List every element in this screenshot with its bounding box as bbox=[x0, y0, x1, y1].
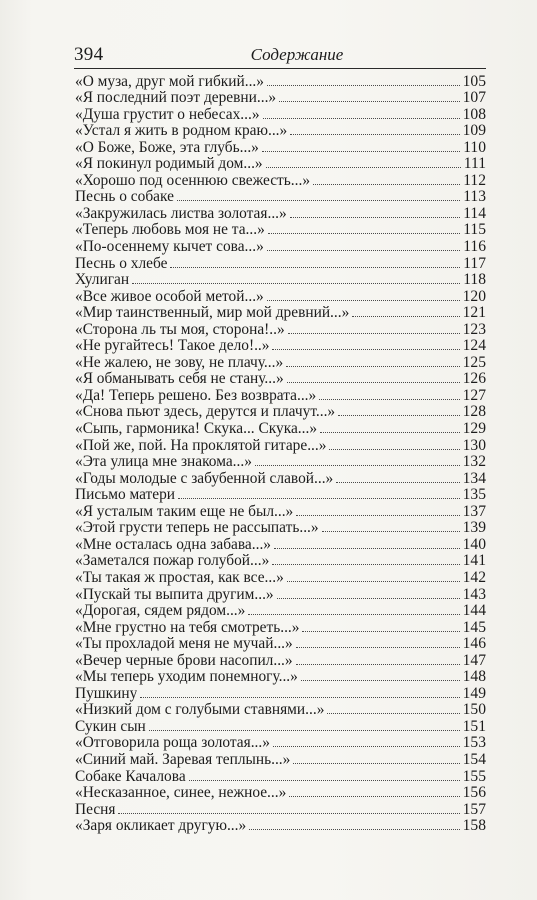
toc-entry bbox=[75, 139, 486, 156]
toc-entry-page: 126 bbox=[462, 370, 486, 388]
toc-entry-title: «Отговорила роща золотая...» bbox=[75, 735, 270, 752]
toc-entry-title: «Пускай ты выпита другим...» bbox=[75, 586, 274, 603]
toc-entry-page: 130 bbox=[462, 436, 486, 454]
toc-entry-title: Пушкину bbox=[75, 685, 138, 702]
toc-entry bbox=[75, 503, 486, 520]
toc-entry bbox=[75, 205, 486, 222]
toc-entry-title: «Этой грусти теперь не рассыпать...» bbox=[75, 520, 319, 537]
toc-entry bbox=[75, 172, 486, 189]
toc-entry-title: «Вечер черные брови насопил...» bbox=[75, 652, 293, 669]
toc-entry bbox=[75, 702, 486, 719]
dot-leader bbox=[296, 664, 460, 665]
toc-entry bbox=[75, 487, 486, 504]
toc-entry-title: Песнь о хлебе bbox=[75, 255, 168, 272]
toc-entry-title: «Пой же, пой. На проклятой гитаре...» bbox=[75, 437, 327, 454]
dot-leader bbox=[132, 283, 460, 284]
toc-entry-title: «Душа грустит о небесах...» bbox=[75, 106, 260, 123]
toc-entry-title: «Не ругайтесь! Такое дело!..» bbox=[75, 338, 270, 355]
dot-leader bbox=[267, 85, 460, 86]
dot-leader bbox=[329, 449, 459, 450]
toc-entry-page: 148 bbox=[462, 668, 486, 686]
toc-entry-title: «Закружилась листва золотая...» bbox=[75, 205, 287, 222]
toc-entry-page: 127 bbox=[462, 386, 486, 404]
toc-entry bbox=[75, 156, 486, 173]
toc-entry-page: 147 bbox=[462, 651, 486, 669]
toc-entry bbox=[75, 288, 486, 305]
dot-leader bbox=[352, 316, 459, 317]
toc-entry bbox=[75, 437, 486, 454]
toc-entry-page: 128 bbox=[462, 403, 486, 421]
toc-entry-title: «Я покинул родимый дом...» bbox=[75, 156, 263, 173]
toc-entry bbox=[75, 189, 486, 206]
dot-leader bbox=[140, 697, 459, 698]
running-title: Содержание bbox=[250, 45, 344, 64]
dot-leader bbox=[320, 432, 460, 433]
toc-entry-page: 111 bbox=[463, 155, 486, 173]
toc-entry-page: 157 bbox=[462, 800, 486, 818]
toc-entry bbox=[75, 305, 486, 322]
toc-entry-page: 142 bbox=[462, 568, 486, 586]
toc-entry bbox=[75, 338, 486, 355]
dot-leader bbox=[274, 548, 460, 549]
toc-entry-title: «Хорошо под осеннюю свежесть...» bbox=[75, 172, 311, 189]
toc-entry bbox=[75, 636, 486, 653]
toc-entry-page: 154 bbox=[462, 750, 486, 768]
dot-leader bbox=[262, 151, 460, 152]
toc-entry-title: «Мне осталась одна забава...» bbox=[75, 536, 271, 553]
toc-entry bbox=[75, 404, 486, 421]
toc-entry-page: 115 bbox=[463, 221, 486, 239]
dot-leader bbox=[327, 713, 459, 714]
toc-entry-title: «Я последний поэт деревни...» bbox=[75, 90, 277, 107]
toc-entry-title: «Сыпь, гармоника! Скука... Скука...» bbox=[75, 421, 318, 438]
toc-entry-title: «По-осеннему кычет сова...» bbox=[75, 239, 264, 256]
toc-entry-page: 117 bbox=[463, 254, 486, 272]
dot-leader bbox=[296, 647, 460, 648]
dot-leader bbox=[267, 250, 460, 251]
toc-entry-title: Собаке Качалова bbox=[75, 768, 186, 785]
toc-entry-page: 144 bbox=[462, 602, 486, 620]
toc-entry-title: «Эта улица мне знакома...» bbox=[75, 454, 252, 471]
toc-entry-title: «Сторона ль ты моя, сторона!..» bbox=[75, 321, 285, 338]
toc-entry-page: 158 bbox=[462, 817, 486, 835]
toc-entry bbox=[75, 321, 486, 338]
toc-entry bbox=[75, 371, 486, 388]
toc-entry-page: 120 bbox=[462, 287, 486, 305]
toc-entry-page: 112 bbox=[463, 171, 486, 189]
toc-entry bbox=[75, 90, 486, 107]
toc-entry bbox=[75, 470, 486, 487]
toc-entry-title: «Синий май. Заревая теплынь...» bbox=[75, 751, 291, 768]
toc-entry-page: 121 bbox=[462, 304, 486, 322]
dot-leader bbox=[149, 730, 460, 731]
dot-leader bbox=[301, 680, 460, 681]
toc-entry-page: 156 bbox=[462, 784, 486, 802]
toc-entry-title: «Снова пьют здесь, дерутся и плачут...» bbox=[75, 404, 336, 421]
toc-entry bbox=[75, 222, 486, 239]
toc-entry-title: «Годы молодые с забубенной славой...» bbox=[75, 470, 334, 487]
toc-entry bbox=[75, 603, 486, 620]
toc-entry-page: 135 bbox=[462, 486, 486, 504]
toc-entry bbox=[75, 420, 486, 437]
dot-leader bbox=[288, 333, 460, 334]
toc-entry-page: 108 bbox=[462, 105, 486, 123]
toc-entry-title: «Я усталым таким еще не был...» bbox=[75, 503, 294, 520]
toc-entry bbox=[75, 718, 486, 735]
toc-entry-title: «Ты прохладой меня не мучай...» bbox=[75, 636, 293, 653]
toc-entry-title: «О Боже, Боже, эта глубь...» bbox=[75, 139, 259, 156]
toc-entry-title: «О муза, друг мой гибкий...» bbox=[75, 73, 264, 90]
toc-entry-page: 123 bbox=[462, 320, 486, 338]
toc-entry-page: 145 bbox=[462, 618, 486, 636]
dot-leader bbox=[322, 531, 460, 532]
toc-entry bbox=[75, 255, 486, 272]
toc-entry-title: «Несказанное, синее, нежное...» bbox=[75, 785, 287, 802]
toc-entry-title: Песня bbox=[75, 801, 116, 818]
toc-entry bbox=[75, 238, 486, 255]
dot-leader bbox=[272, 349, 459, 350]
dot-leader bbox=[263, 118, 460, 119]
toc-entry bbox=[75, 685, 486, 702]
toc-entry-title: «Заря окликает другую...» bbox=[75, 818, 247, 835]
toc-entry-page: 129 bbox=[462, 420, 486, 438]
toc-entry-page: 137 bbox=[462, 502, 486, 520]
toc-entry bbox=[75, 586, 486, 603]
page-header bbox=[74, 42, 486, 69]
toc-entry bbox=[75, 454, 486, 471]
dot-leader bbox=[287, 382, 460, 383]
dot-leader bbox=[248, 614, 459, 615]
toc-entry-page: 153 bbox=[462, 734, 486, 752]
toc-entry-page: 105 bbox=[462, 72, 486, 90]
toc-entry-page: 110 bbox=[463, 138, 486, 156]
dot-leader bbox=[177, 200, 460, 201]
toc-entry-page: 140 bbox=[462, 535, 486, 553]
toc-entry bbox=[75, 652, 486, 669]
dot-leader bbox=[268, 233, 460, 234]
toc-entry bbox=[75, 553, 486, 570]
toc-entry-page: 107 bbox=[462, 89, 486, 107]
dot-leader bbox=[290, 134, 459, 135]
toc-entry bbox=[75, 106, 486, 123]
toc-entry-page: 132 bbox=[462, 453, 486, 471]
toc-entry-title: «Дорогая, сядем рядом...» bbox=[75, 603, 246, 620]
dot-leader bbox=[289, 796, 459, 797]
dot-leader bbox=[267, 300, 460, 301]
toc-entry bbox=[75, 387, 486, 404]
toc-entry bbox=[75, 751, 486, 768]
toc-entry-title: Песнь о собаке bbox=[75, 189, 174, 206]
toc-entry-title: «Низкий дом с голубыми ставнями...» bbox=[75, 702, 325, 719]
dot-leader bbox=[277, 598, 460, 599]
toc-entry-title: Сукин сын bbox=[75, 718, 146, 735]
dot-leader bbox=[249, 829, 459, 830]
dot-leader bbox=[189, 780, 460, 781]
toc-entry bbox=[75, 520, 486, 537]
toc-entry-title: «Мы теперь уходим понемногу...» bbox=[75, 669, 298, 686]
toc-entry-page: 134 bbox=[462, 469, 486, 487]
toc-entry-page: 150 bbox=[462, 701, 486, 719]
dot-leader bbox=[273, 746, 460, 747]
toc-entry bbox=[75, 801, 486, 818]
toc-entry bbox=[75, 669, 486, 686]
toc-entry-page: 124 bbox=[462, 337, 486, 355]
dot-leader bbox=[313, 184, 460, 185]
toc-entry-page: 141 bbox=[462, 552, 486, 570]
toc-entry-title: «Ты такая ж простая, как все...» bbox=[75, 569, 284, 586]
dot-leader bbox=[287, 581, 460, 582]
toc-entry-page: 139 bbox=[462, 519, 486, 537]
toc-entry bbox=[75, 785, 486, 802]
toc-entry-title: Хулиган bbox=[75, 272, 130, 289]
dot-leader bbox=[266, 167, 461, 168]
dot-leader bbox=[290, 217, 460, 218]
dot-leader bbox=[338, 415, 459, 416]
dot-leader bbox=[255, 465, 460, 466]
toc-entry bbox=[75, 354, 486, 371]
toc-entry bbox=[75, 818, 486, 835]
dot-leader bbox=[286, 366, 459, 367]
toc-entry-page: 125 bbox=[462, 353, 486, 371]
dot-leader bbox=[272, 564, 459, 565]
toc-entry-page: 116 bbox=[463, 238, 486, 256]
dot-leader bbox=[319, 399, 459, 400]
toc-entry bbox=[75, 536, 486, 553]
toc-entry bbox=[75, 569, 486, 586]
toc-entry-page: 109 bbox=[462, 122, 486, 140]
toc-entry bbox=[75, 768, 486, 785]
dot-leader bbox=[336, 482, 459, 483]
toc-entry-title: «Я обманывать себя не стану...» bbox=[75, 371, 284, 388]
toc-entry-page: 146 bbox=[462, 635, 486, 653]
toc-entry-page: 151 bbox=[462, 717, 486, 735]
dot-leader bbox=[178, 498, 460, 499]
toc-entry bbox=[75, 123, 486, 140]
table-of-contents bbox=[75, 73, 486, 834]
toc-entry-title: «Устал я жить в родном краю...» bbox=[75, 123, 288, 140]
dot-leader bbox=[170, 267, 460, 268]
toc-entry-title: «Заметался пожар голубой...» bbox=[75, 553, 270, 570]
page-number: 394 bbox=[74, 44, 104, 65]
toc-entry-title: «Не жалею, не зову, не плачу...» bbox=[75, 354, 284, 371]
toc-entry-page: 149 bbox=[462, 684, 486, 702]
dot-leader bbox=[296, 515, 459, 516]
toc-entry-page: 114 bbox=[463, 204, 486, 222]
toc-entry-title: «Мне грустно на тебя смотреть...» bbox=[75, 619, 300, 636]
toc-entry-page: 113 bbox=[463, 188, 486, 206]
toc-entry bbox=[75, 735, 486, 752]
dot-leader bbox=[279, 101, 459, 102]
toc-entry-page: 118 bbox=[463, 271, 486, 289]
dot-leader bbox=[293, 763, 459, 764]
toc-entry bbox=[75, 73, 486, 90]
toc-entry-title: «Все живое особой метой...» bbox=[75, 288, 264, 305]
toc-entry-title: «Да! Теперь решено. Без возврата...» bbox=[75, 387, 317, 404]
toc-entry-page: 155 bbox=[462, 767, 486, 785]
dot-leader bbox=[118, 813, 459, 814]
dot-leader bbox=[302, 631, 459, 632]
toc-entry-title: Письмо матери bbox=[75, 487, 176, 504]
toc-entry bbox=[75, 272, 486, 289]
toc-entry-title: «Теперь любовь моя не та...» bbox=[75, 222, 265, 239]
toc-entry bbox=[75, 619, 486, 636]
toc-entry-title: «Мир таинственный, мир мой древний...» bbox=[75, 305, 350, 322]
toc-entry-page: 143 bbox=[462, 585, 486, 603]
